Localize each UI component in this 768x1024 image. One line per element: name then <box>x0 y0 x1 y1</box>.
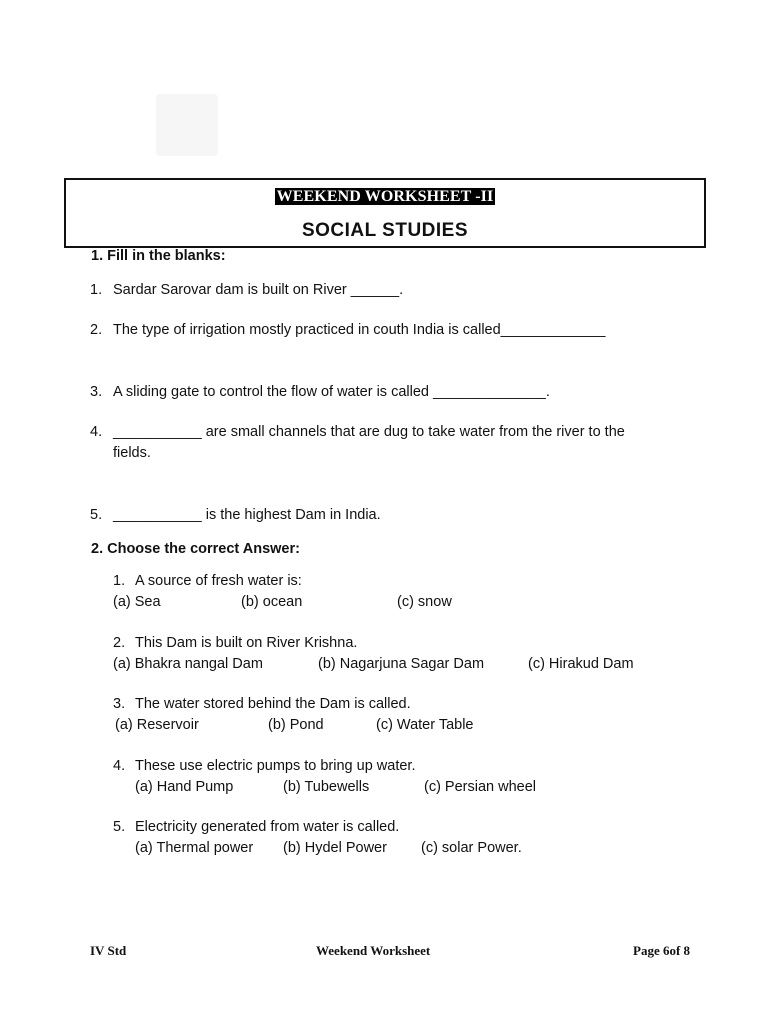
item-number: 4. <box>90 424 103 440</box>
section2-heading: 2. Choose the correct Answer: <box>91 541 300 557</box>
option-b: (b) Tubewells <box>283 779 370 795</box>
question-text: Electricity generated from water is called. <box>135 819 400 835</box>
question-number: 3. <box>113 696 126 712</box>
option-c: (c) solar Power. <box>421 840 522 856</box>
option-a: (a) Sea <box>113 594 161 610</box>
question-text: The water stored behind the Dam is called. <box>135 696 411 712</box>
question-text: These use electric pumps to bring up water. <box>135 758 416 774</box>
question-text: This Dam is built on River Krishna. <box>135 635 358 651</box>
footer-title: Weekend Worksheet <box>316 943 431 958</box>
question-number: 4. <box>113 758 126 774</box>
footer-page-number: Page 6of 8 <box>633 943 691 958</box>
option-c: (c) Hirakud Dam <box>528 656 634 672</box>
worksheet-title-text: WEEKEND WORKSHEET -II <box>276 188 494 205</box>
question-number: 1. <box>113 573 126 589</box>
item-number: 5. <box>90 507 103 523</box>
question-number: 2. <box>113 635 126 651</box>
item-number: 1. <box>90 282 103 298</box>
worksheet-header <box>64 178 706 248</box>
question-text: A source of fresh water is: <box>135 573 302 589</box>
question-number: 5. <box>113 819 126 835</box>
option-c: (c) snow <box>397 594 452 610</box>
option-b: (b) Nagarjuna Sagar Dam <box>318 656 485 672</box>
option-a: (a) Hand Pump <box>135 779 234 795</box>
option-b: (b) Hydel Power <box>283 840 387 856</box>
option-a: (a) Reservoir <box>115 717 199 733</box>
option-b: (b) ocean <box>241 594 303 610</box>
item-text: A sliding gate to control the flow of water is called ______________. <box>113 384 550 400</box>
section1-heading: 1. Fill in the blanks: <box>91 248 226 264</box>
footer-class: IV Std <box>90 943 127 958</box>
item-number: 2. <box>90 322 103 338</box>
worksheet-title <box>66 188 704 206</box>
option-a: (a) Bhakra nangal Dam <box>113 656 263 672</box>
item-text: ___________ is the highest Dam in India. <box>113 507 381 523</box>
item-text: Sardar Sarovar dam is built on River ______. <box>113 282 404 298</box>
option-b: (b) Pond <box>268 717 324 733</box>
option-c: (c) Water Table <box>376 717 474 733</box>
item-text-continued: fields. <box>113 445 151 461</box>
faint-logo-mark <box>156 94 218 156</box>
option-c: (c) Persian wheel <box>424 779 537 795</box>
item-number: 3. <box>90 384 103 400</box>
option-a: (a) Thermal power <box>135 840 254 856</box>
item-text: ___________ are small channels that are dug to take water from the river to the <box>113 424 625 440</box>
item-text: The type of irrigation mostly practiced in couth India is called_____________ <box>113 322 606 338</box>
subject-title: SOCIAL STUDIES <box>301 220 469 241</box>
